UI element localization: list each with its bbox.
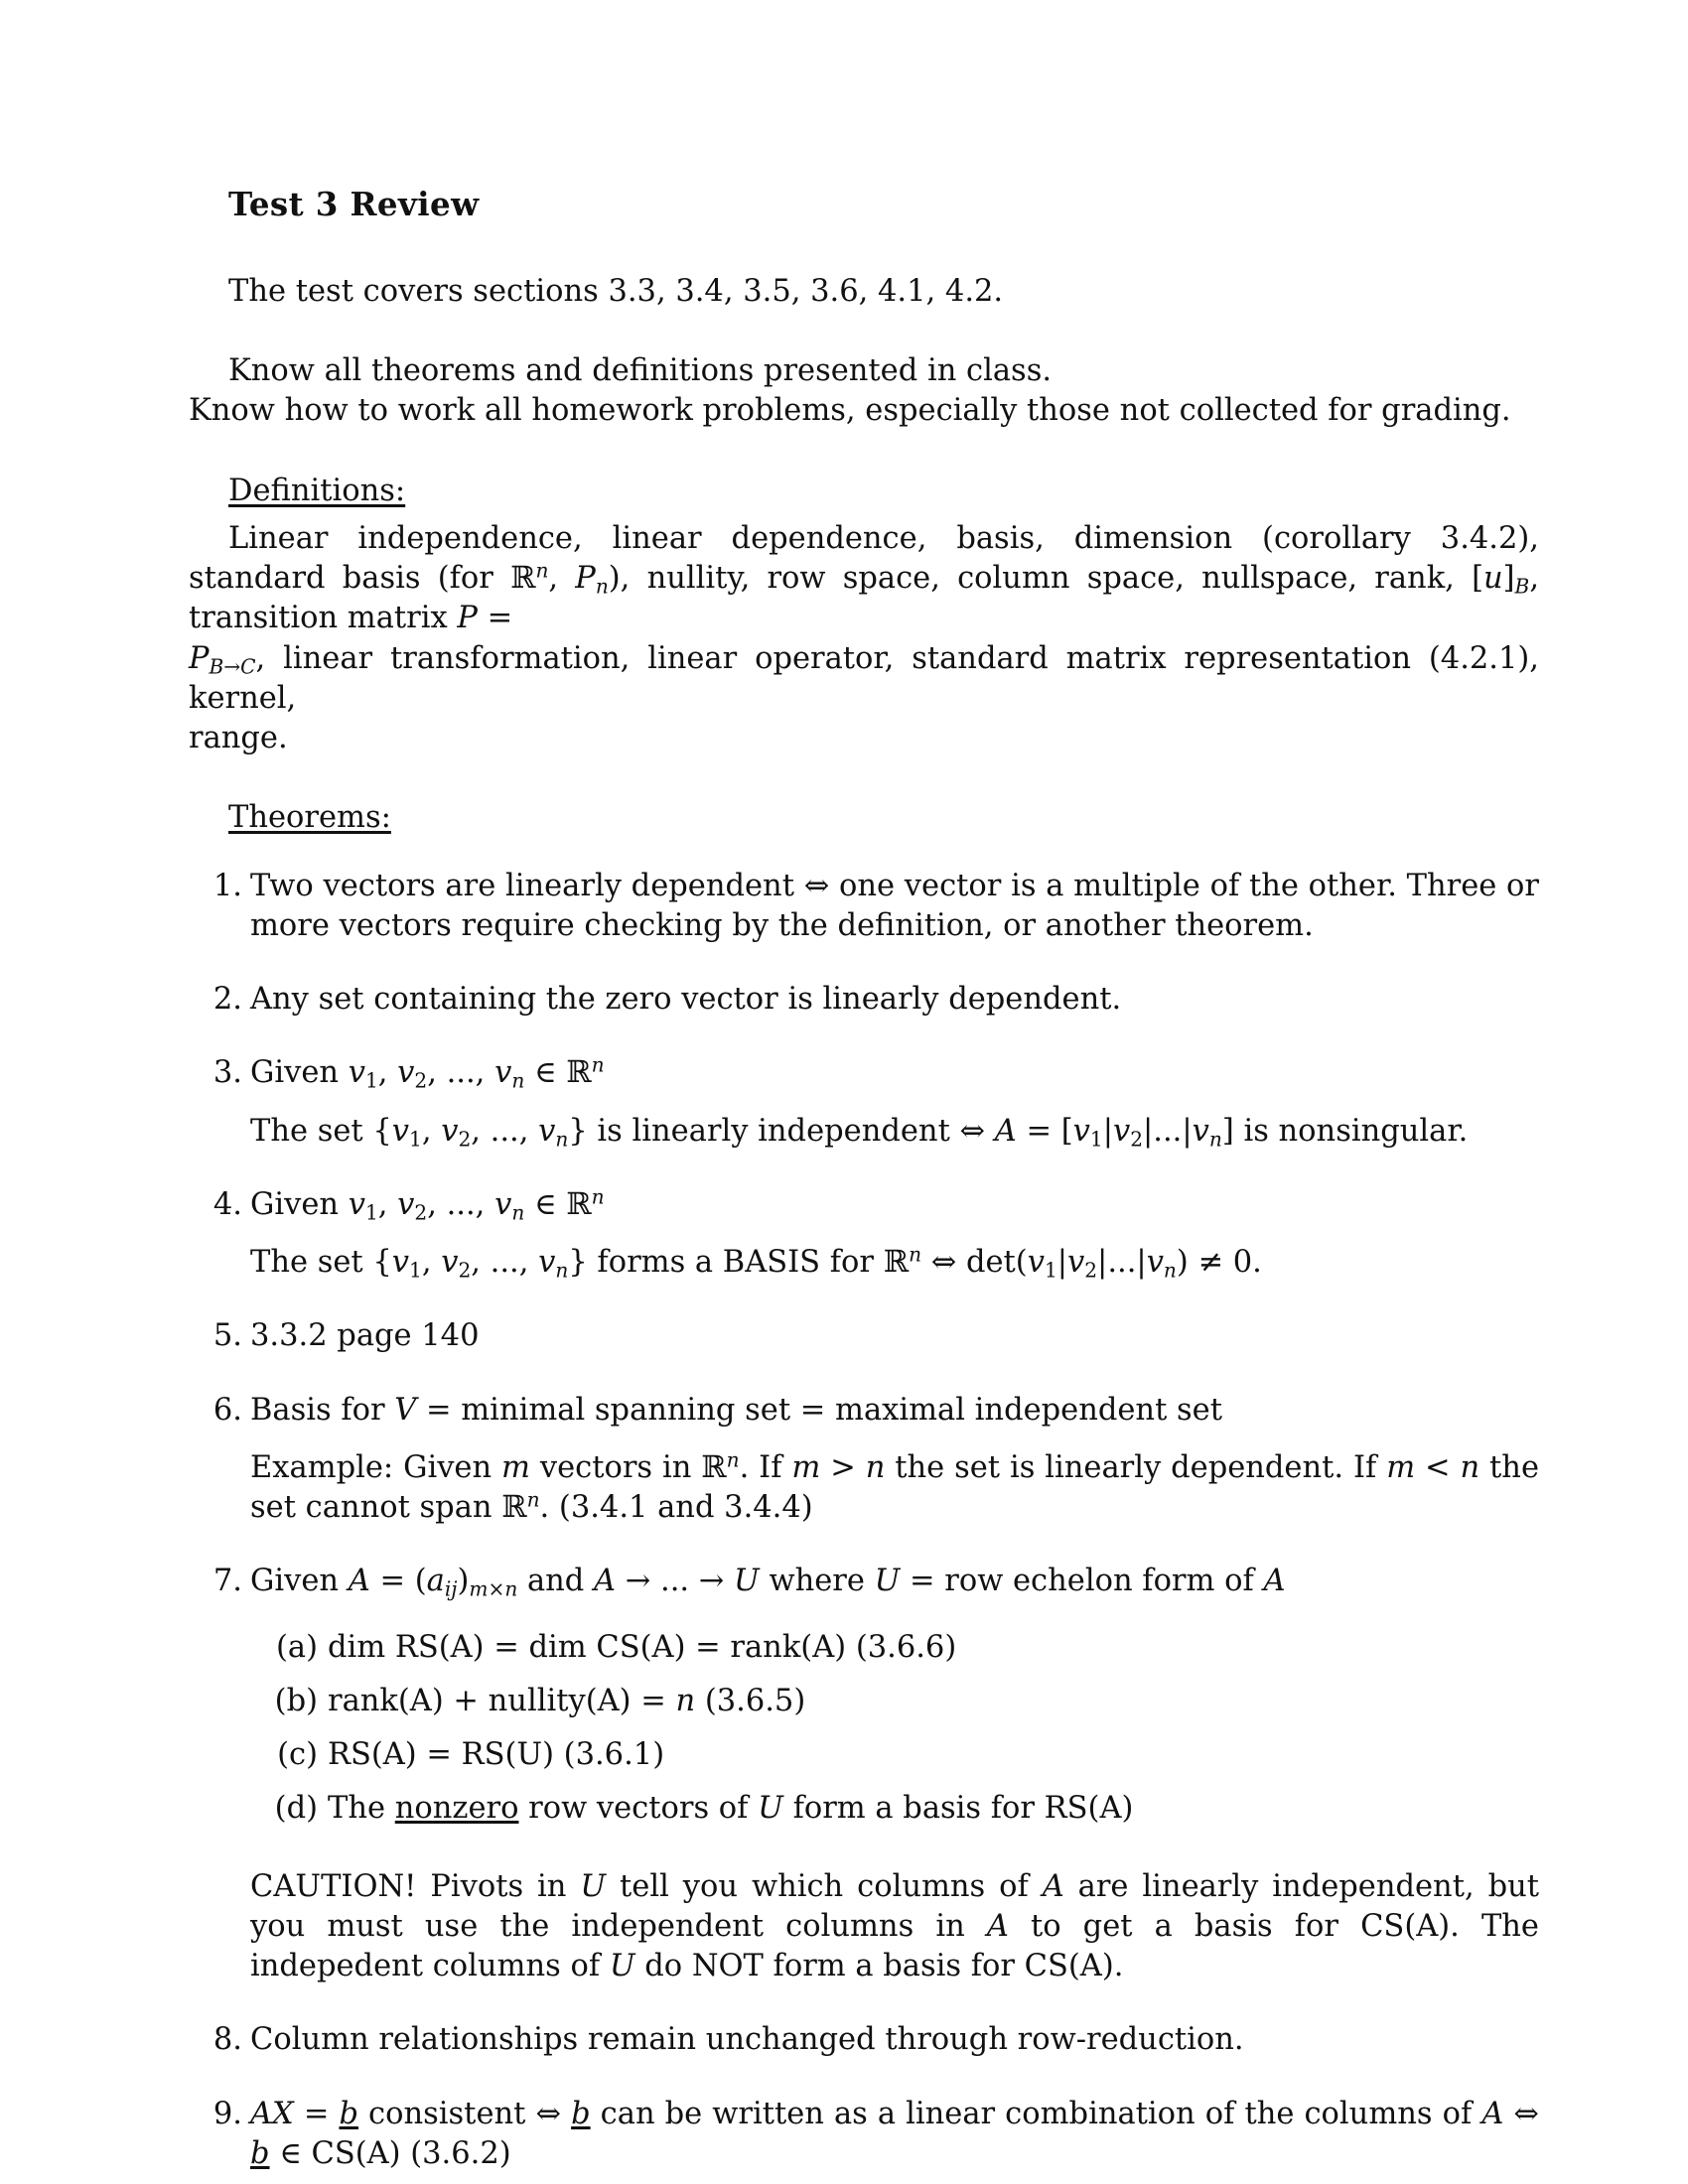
item-example bbox=[250, 1448, 1539, 1529]
intro-covers: The test covers sections 3.3, 3.4, 3.5, 3.6, 4.1, 4.2. bbox=[228, 273, 1004, 309]
text-fragment: n bbox=[1163, 1258, 1177, 1283]
text-fragment: 2 bbox=[458, 1258, 472, 1283]
intro-know-theorems: Know all theorems and definitions presented in class. bbox=[228, 353, 1053, 389]
text-fragment: Given bbox=[250, 1186, 349, 1222]
text-fragment: CAUTION! Pivots in bbox=[250, 1868, 581, 1904]
text-fragment: v bbox=[348, 1055, 365, 1091]
vector-b: b bbox=[250, 2135, 270, 2171]
blackboard-R bbox=[883, 1242, 922, 1281]
text-fragment: n bbox=[595, 574, 609, 599]
text-fragment: |...| bbox=[1097, 1245, 1147, 1281]
text-fragment: } forms a BASIS for bbox=[568, 1245, 884, 1281]
intro-know-homework: Know how to work all homework problems, especially those not collected for grading. bbox=[189, 393, 1511, 429]
text-fragment: , bbox=[548, 561, 576, 597]
definitions-paragraph bbox=[189, 519, 1539, 639]
text-fragment: . If bbox=[739, 1449, 792, 1485]
text-fragment: v bbox=[1072, 1113, 1090, 1149]
text-fragment: 2 bbox=[1084, 1258, 1098, 1283]
text-fragment: , ..., bbox=[427, 1055, 495, 1091]
matrix-columns bbox=[1072, 1113, 1222, 1152]
text-fragment: P bbox=[457, 601, 478, 636]
text-fragment: 2 bbox=[414, 1200, 428, 1225]
text-fragment: form a basis for RS(A) bbox=[782, 1791, 1134, 1827]
vector-b: b bbox=[339, 2096, 358, 2131]
text-fragment: ) ≠ 0. bbox=[1176, 1245, 1262, 1281]
definitions-heading bbox=[228, 472, 1539, 511]
spacer bbox=[189, 758, 1539, 798]
text-fragment: ⇔ det( bbox=[921, 1245, 1028, 1281]
text-fragment: rank(A) + nullity(A) = bbox=[328, 1683, 676, 1718]
text-fragment: 2 bbox=[458, 1127, 472, 1152]
text-fragment: n bbox=[535, 558, 549, 583]
text-fragment: , ..., bbox=[471, 1245, 539, 1281]
text-fragment: , ..., bbox=[427, 1186, 495, 1222]
theorems-heading-label: Theorems: bbox=[228, 800, 391, 836]
theorem-item bbox=[189, 1316, 1539, 1356]
text-fragment: where bbox=[759, 1564, 875, 1599]
text-fragment: consistent ⇔ bbox=[357, 2096, 572, 2131]
text-fragment: A bbox=[994, 1113, 1017, 1149]
text-fragment: v bbox=[1112, 1113, 1131, 1149]
subitem-text bbox=[328, 1791, 1133, 1826]
text-fragment: } is linearly independent ⇔ bbox=[568, 1113, 995, 1149]
definitions-line1: Linear independence, linear dependence, basis, dimension (corollary 3.4.2), standard basis bbox=[189, 520, 1539, 597]
text-fragment: ] is nonsingular. bbox=[1221, 1113, 1469, 1149]
item-number: 9. bbox=[212, 2096, 242, 2131]
text-fragment: v bbox=[538, 1245, 556, 1281]
text-fragment: U bbox=[580, 1868, 607, 1904]
theorem-subitem bbox=[250, 1735, 1539, 1775]
vector-sequence bbox=[391, 1113, 569, 1152]
text-fragment: m×n bbox=[469, 1577, 518, 1602]
text-fragment: A bbox=[1042, 1868, 1064, 1904]
text-fragment: = [ bbox=[1016, 1113, 1073, 1149]
text-fragment: n bbox=[675, 1683, 696, 1718]
text-fragment: ℝ bbox=[501, 1490, 527, 1526]
text-fragment: v bbox=[1027, 1245, 1045, 1281]
caution-paragraph bbox=[250, 1867, 1539, 1987]
text-fragment: < bbox=[1415, 1449, 1461, 1485]
text-fragment: tell you which columns of bbox=[606, 1868, 1043, 1904]
text-fragment: Given bbox=[250, 1564, 349, 1599]
blackboard-R bbox=[510, 558, 549, 597]
item-number: 4. bbox=[212, 1186, 242, 1222]
text-fragment: v bbox=[348, 1186, 365, 1222]
text-fragment: B→C bbox=[209, 654, 256, 679]
spacer bbox=[189, 432, 1539, 472]
subitem-text: dim RS(A) = dim CS(A) = rank(A) (3.6.6) bbox=[328, 1629, 957, 1665]
item-text bbox=[250, 2095, 1539, 2175]
text-fragment: n bbox=[726, 1447, 740, 1472]
item-number: 3. bbox=[212, 1055, 242, 1091]
text-fragment: = bbox=[487, 601, 513, 636]
spacer bbox=[189, 847, 1539, 867]
text-fragment: , bbox=[421, 1113, 442, 1149]
matrix-columns bbox=[1027, 1245, 1177, 1283]
text-fragment: = ( bbox=[369, 1564, 427, 1599]
text-fragment: n bbox=[1460, 1449, 1480, 1485]
theorem-item bbox=[189, 1562, 1539, 1986]
text-fragment: 1 bbox=[1044, 1258, 1057, 1283]
text-fragment: ) bbox=[457, 1564, 470, 1599]
text-fragment: AX bbox=[250, 2096, 294, 2131]
vector-sequence bbox=[348, 1055, 525, 1094]
text-fragment: u bbox=[1482, 561, 1503, 597]
text-fragment: U bbox=[734, 1564, 760, 1599]
item-text: Column relationships remain unchanged through row-reduction. bbox=[250, 2022, 1244, 2058]
text-fragment: The bbox=[328, 1791, 395, 1827]
text-fragment: are linearly independent, but you must use the independent columns in bbox=[250, 1868, 1540, 1944]
text-fragment: ), nullity, row space, column space, nullspace, rank, [ bbox=[608, 561, 1483, 597]
text-fragment: . (3.4.1 and 3.4.4) bbox=[539, 1490, 813, 1526]
item-text bbox=[250, 1562, 1539, 1601]
item-number: 8. bbox=[212, 2022, 242, 2058]
text-fragment: m bbox=[791, 1449, 821, 1485]
item-text bbox=[250, 1391, 1539, 1431]
text-fragment: A bbox=[1263, 1564, 1286, 1599]
text-fragment: ∈ bbox=[269, 2135, 312, 2171]
text-fragment: > bbox=[820, 1449, 866, 1485]
subitem-number: (a) bbox=[276, 1629, 318, 1665]
text-fragment: ℝ bbox=[510, 561, 536, 597]
text-fragment: U bbox=[758, 1791, 783, 1827]
document-body bbox=[189, 184, 1539, 2174]
text-fragment: U bbox=[874, 1564, 901, 1599]
text-fragment: A bbox=[348, 1564, 370, 1599]
text-fragment: a bbox=[426, 1564, 445, 1599]
text-fragment: n bbox=[591, 1052, 605, 1077]
text-fragment: v bbox=[397, 1186, 415, 1222]
theorem-subitem bbox=[250, 1682, 1539, 1721]
text-fragment: v bbox=[391, 1245, 410, 1281]
definitions-heading-label: Definitions: bbox=[228, 473, 406, 508]
subitem-text: RS(A) = RS(U) (3.6.1) bbox=[328, 1737, 665, 1773]
text-fragment: ℝ bbox=[566, 1055, 592, 1091]
text-fragment: | bbox=[1056, 1245, 1068, 1281]
text-fragment: Example: Given bbox=[250, 1449, 502, 1485]
text-fragment: v bbox=[1192, 1113, 1209, 1149]
text-fragment: v bbox=[494, 1186, 512, 1222]
item-text: 3.3.2 page 140 bbox=[250, 1318, 480, 1354]
text-fragment: ℝ bbox=[701, 1449, 727, 1485]
text-fragment: v bbox=[441, 1113, 459, 1149]
theorem-list bbox=[189, 867, 1539, 2175]
blackboard-R bbox=[501, 1487, 540, 1526]
text-fragment: n bbox=[526, 1487, 540, 1512]
text-fragment: n bbox=[511, 1200, 525, 1225]
theorem-item bbox=[189, 867, 1539, 947]
theorems-heading bbox=[228, 798, 1539, 838]
text-fragment: m bbox=[1386, 1449, 1416, 1485]
text-fragment: n bbox=[511, 1069, 525, 1094]
text-fragment: |...| bbox=[1143, 1113, 1193, 1149]
text-fragment: v bbox=[1067, 1245, 1085, 1281]
item-text bbox=[250, 1053, 1539, 1093]
text-fragment: = bbox=[293, 2096, 340, 2131]
subitem-number: (d) bbox=[274, 1791, 318, 1827]
text-fragment: v bbox=[397, 1055, 415, 1091]
blackboard-R bbox=[701, 1447, 740, 1485]
blackboard-R bbox=[566, 1052, 605, 1091]
text-fragment: The set { bbox=[250, 1113, 392, 1149]
text-fragment: | bbox=[1102, 1113, 1113, 1149]
text-fragment: 2 bbox=[414, 1069, 428, 1094]
text-fragment: 1 bbox=[364, 1200, 378, 1225]
text-fragment: A bbox=[594, 1564, 617, 1599]
text-fragment: n bbox=[591, 1184, 605, 1209]
text-fragment: v bbox=[1146, 1245, 1164, 1281]
text-fragment: , bbox=[421, 1245, 442, 1281]
text-fragment: ∈ bbox=[524, 1186, 567, 1222]
text-fragment: CS(A) (3.6.2) bbox=[311, 2135, 511, 2171]
text-fragment: ℝ bbox=[566, 1186, 592, 1222]
text-fragment: vectors in bbox=[529, 1449, 702, 1485]
text-fragment: P bbox=[575, 561, 596, 597]
text-fragment: v bbox=[494, 1055, 512, 1091]
item-subline bbox=[250, 1112, 1539, 1152]
item-number: 1. bbox=[212, 868, 242, 903]
text-fragment: 1 bbox=[364, 1069, 378, 1094]
text-fragment: (for bbox=[437, 561, 511, 597]
page-title: Test 3 Review bbox=[228, 185, 480, 223]
item-number: 7. bbox=[212, 1564, 242, 1599]
text-fragment: ] bbox=[1502, 561, 1515, 597]
theorem-item bbox=[189, 980, 1539, 1020]
text-fragment: to get a basis for CS(A). The indepedent columns of bbox=[250, 1908, 1539, 1984]
text-fragment: = minimal spanning set = maximal independent set bbox=[416, 1392, 1222, 1428]
text-fragment: n bbox=[555, 1258, 569, 1283]
text-fragment: m bbox=[501, 1449, 530, 1485]
text-fragment: ⇔ bbox=[1503, 2096, 1539, 2131]
subitem-number: (b) bbox=[274, 1683, 318, 1718]
text-fragment: , ..., bbox=[471, 1113, 539, 1149]
vector-b: b bbox=[571, 2096, 591, 2131]
text-fragment: do NOT form a basis for CS(A). bbox=[634, 1949, 1124, 1984]
theorem-item bbox=[189, 2095, 1539, 2175]
text-fragment: (3.6.5) bbox=[695, 1683, 806, 1718]
item-text: Any set containing the zero vector is linearly dependent. bbox=[250, 982, 1122, 1018]
text-fragment: , transition matrix bbox=[189, 561, 1540, 636]
text-fragment: 1 bbox=[409, 1258, 422, 1283]
text-fragment: 1 bbox=[1089, 1127, 1103, 1152]
definitions-line3 bbox=[189, 639, 1539, 720]
vector-sequence bbox=[348, 1186, 525, 1225]
item-number: 5. bbox=[212, 1318, 242, 1354]
text-fragment: n bbox=[555, 1127, 569, 1152]
text-fragment: v bbox=[391, 1113, 410, 1149]
text-fragment: 2 bbox=[1130, 1127, 1144, 1152]
text-fragment: the set is linearly dependent. If bbox=[885, 1449, 1387, 1485]
text-fragment: v bbox=[441, 1245, 459, 1281]
text-fragment: 1 bbox=[409, 1127, 422, 1152]
theorem-sublist bbox=[250, 1628, 1539, 1830]
blackboard-R bbox=[566, 1184, 605, 1222]
subitem-text bbox=[328, 1684, 805, 1718]
text-fragment: , linear transformation, linear operator, standard matrix representation (4.2.1), kernel, bbox=[189, 640, 1539, 716]
text-fragment: ∈ bbox=[524, 1055, 567, 1091]
text-fragment: and bbox=[517, 1564, 595, 1599]
text-fragment: ℝ bbox=[883, 1245, 910, 1281]
theorem-item bbox=[189, 1391, 1539, 1529]
text-fragment: , bbox=[377, 1055, 398, 1091]
text-fragment: A bbox=[1481, 2096, 1504, 2131]
text-fragment: n bbox=[909, 1242, 922, 1267]
text-fragment: ij bbox=[444, 1577, 458, 1602]
text-fragment: the set cannot span bbox=[250, 1449, 1540, 1526]
text-fragment: n bbox=[1208, 1127, 1222, 1152]
emphasis-nonzero: nonzero bbox=[394, 1791, 519, 1827]
text-fragment: row vectors of bbox=[518, 1791, 759, 1827]
definitions-line4: range. bbox=[189, 721, 288, 756]
text-fragment: Given bbox=[250, 1055, 349, 1091]
text-fragment: = row echelon form of bbox=[900, 1564, 1264, 1599]
text-fragment: The set { bbox=[250, 1245, 392, 1281]
item-number: 6. bbox=[212, 1392, 242, 1428]
text-fragment: B bbox=[1514, 574, 1530, 599]
theorem-item bbox=[189, 1053, 1539, 1152]
item-number: 2. bbox=[212, 982, 242, 1018]
text-fragment: V bbox=[394, 1392, 417, 1428]
theorem-subitem bbox=[250, 1628, 1539, 1668]
text-fragment: A bbox=[986, 1908, 1009, 1944]
text-fragment: n bbox=[865, 1449, 886, 1485]
text-fragment: P bbox=[189, 640, 210, 676]
subitem-number: (c) bbox=[277, 1737, 318, 1773]
spacer bbox=[189, 312, 1539, 351]
text-fragment: U bbox=[609, 1949, 635, 1984]
item-text: Two vectors are linearly dependent ⇔ one vector is a multiple of the other. Three or more vectors require checking by the definition, or another theorem. bbox=[250, 868, 1539, 943]
text-fragment: can be written as a linear combination of the columns of bbox=[590, 2096, 1482, 2131]
text-fragment: → ... → bbox=[616, 1564, 735, 1599]
theorem-subitem bbox=[250, 1789, 1539, 1829]
item-text bbox=[250, 1185, 1539, 1225]
text-fragment: , bbox=[377, 1186, 398, 1222]
text-fragment: v bbox=[538, 1113, 556, 1149]
theorem-item bbox=[189, 2020, 1539, 2060]
theorem-item bbox=[189, 1185, 1539, 1284]
item-subline bbox=[250, 1243, 1539, 1283]
vector-sequence bbox=[391, 1245, 569, 1283]
text-fragment: Basis for bbox=[250, 1392, 395, 1428]
